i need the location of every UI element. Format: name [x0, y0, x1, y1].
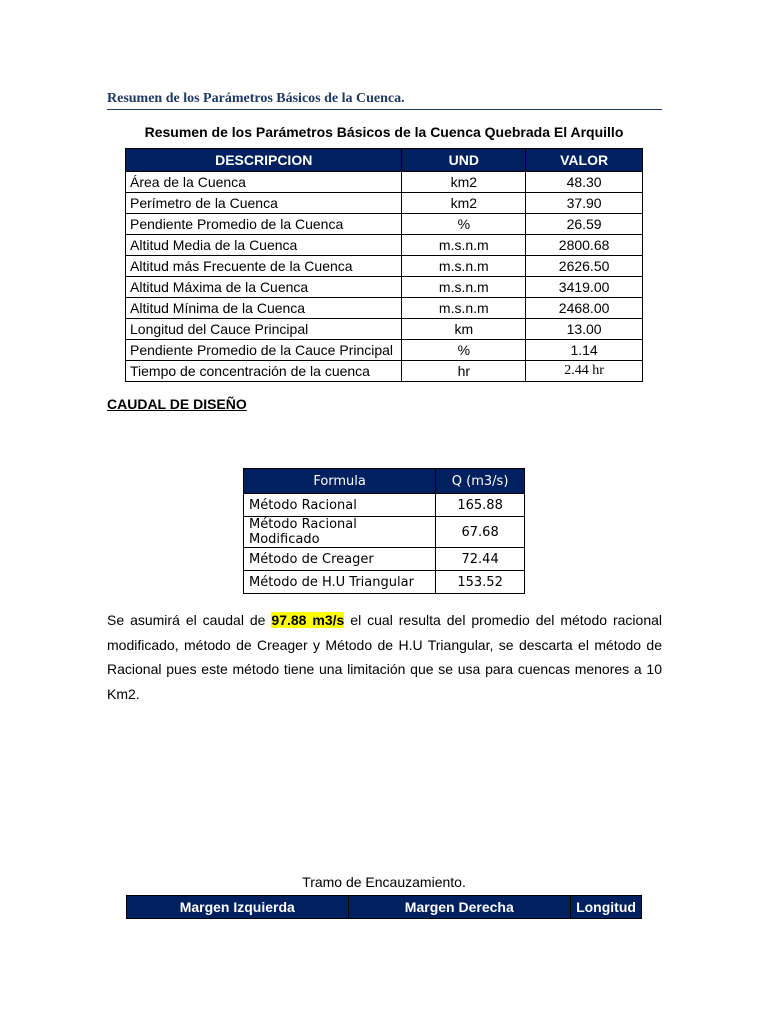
table-row	[126, 235, 643, 256]
table-row	[126, 172, 643, 193]
highlighted-flow-value: 97.88 m3/s	[271, 612, 345, 628]
heading-rule	[107, 109, 662, 110]
params-table-title: Resumen de los Parámetros Básicos de la Cuenca Quebrada El Arquillo	[144, 124, 624, 140]
table-row	[244, 548, 525, 571]
cell-und: hr	[402, 361, 526, 382]
header-margen-izquierda: Margen Izquierda	[127, 896, 349, 919]
cell-und: km2	[402, 193, 526, 214]
cell-valor: 2468.00	[526, 298, 643, 319]
cell-und: km2	[402, 172, 526, 193]
cell-und: m.s.n.m	[402, 298, 526, 319]
cell-und: m.s.n.m	[402, 277, 526, 298]
cell-valor: 1.14	[526, 340, 643, 361]
table-row	[126, 193, 643, 214]
cell-descripcion: Tiempo de concentración de la cuenca	[126, 361, 402, 382]
paragraph-text-before: Se asumirá el caudal de	[107, 612, 272, 628]
cell-valor: 2.44 hr	[526, 361, 643, 382]
cell-valor: 37.90	[526, 193, 643, 214]
table-header-row	[244, 469, 525, 494]
cell-und: m.s.n.m	[402, 256, 526, 277]
cell-descripcion: Altitud Máxima de la Cuenca	[126, 277, 402, 298]
cell-descripcion: Altitud Media de la Cuenca	[126, 235, 402, 256]
cell-valor: 48.30	[526, 172, 643, 193]
header-longitud: Longitud	[571, 896, 642, 919]
table-row	[126, 214, 643, 235]
channel-section-table	[126, 895, 642, 919]
cell-und: km	[402, 319, 526, 340]
header-formula: Formula	[244, 469, 436, 494]
cell-valor: 2626.50	[526, 256, 643, 277]
table-row	[126, 277, 643, 298]
cell-formula: Método Racional Modificado	[244, 517, 436, 548]
cell-valor: 2800.68	[526, 235, 643, 256]
cell-descripcion: Longitud del Cauce Principal	[126, 319, 402, 340]
cell-formula: Método de Creager	[244, 548, 436, 571]
cell-descripcion: Altitud Mínima de la Cuenca	[126, 298, 402, 319]
cell-valor: 26.59	[526, 214, 643, 235]
cell-formula: Método Racional	[244, 494, 436, 517]
cell-und: %	[402, 340, 526, 361]
table-row	[244, 517, 525, 548]
paragraph-text-after: el cual resulta del promedio del método racional modificado, método de Creager y Método de H.U Triangular, se descarta el método de Racional pues este método tiene una limitación que se usa para cuencas menores a 10 Km2.	[107, 612, 663, 702]
cell-descripcion: Pendiente Promedio de la Cauce Principal	[126, 340, 402, 361]
cell-q: 72.44	[436, 548, 525, 571]
table-row	[126, 340, 643, 361]
table-row	[126, 298, 643, 319]
header-descripcion: DESCRIPCION	[126, 149, 402, 172]
table-header-row	[126, 149, 643, 172]
cell-q: 67.68	[436, 517, 525, 548]
cell-und: %	[402, 214, 526, 235]
channel-section-caption: Tramo de Encauzamiento.	[302, 874, 466, 890]
header-valor: VALOR	[526, 149, 643, 172]
cell-und: m.s.n.m	[402, 235, 526, 256]
header-und: UND	[402, 149, 526, 172]
cell-descripcion: Altitud más Frecuente de la Cuenca	[126, 256, 402, 277]
cell-descripcion: Pendiente Promedio de la Cuenca	[126, 214, 402, 235]
table-row	[126, 256, 643, 277]
cell-q: 153.52	[436, 571, 525, 594]
header-q: Q (m3/s)	[436, 469, 525, 494]
design-flow-paragraph	[107, 608, 662, 706]
design-flow-table	[243, 468, 525, 594]
table-row	[126, 319, 643, 340]
cell-valor: 13.00	[526, 319, 643, 340]
basin-parameters-table	[125, 148, 643, 382]
cell-descripcion: Perímetro de la Cuenca	[126, 193, 402, 214]
cell-descripcion: Área de la Cuenca	[126, 172, 402, 193]
table-row	[244, 494, 525, 517]
section-heading: Resumen de los Parámetros Básicos de la Cuenca.	[107, 91, 405, 106]
table-row	[126, 361, 643, 382]
design-flow-heading: CAUDAL DE DISEÑO	[107, 396, 247, 412]
table-row	[244, 571, 525, 594]
table-header-row	[127, 896, 642, 919]
cell-q: 165.88	[436, 494, 525, 517]
cell-formula: Método de H.U Triangular	[244, 571, 436, 594]
header-margen-derecha: Margen Derecha	[348, 896, 571, 919]
cell-valor: 3419.00	[526, 277, 643, 298]
